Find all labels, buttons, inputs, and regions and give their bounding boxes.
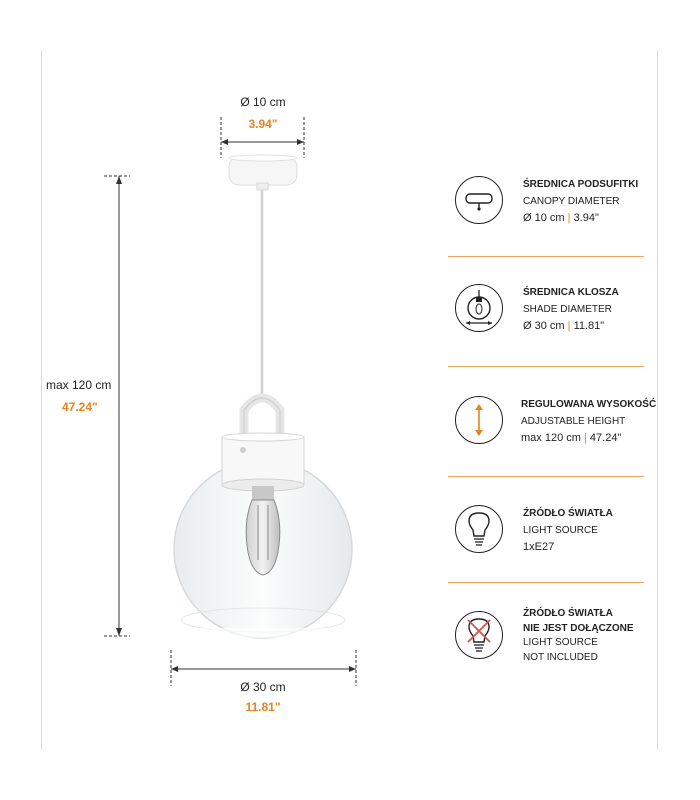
height-in: 47.24" <box>62 400 98 414</box>
spec-value-cm: Ø 30 cm <box>523 320 565 332</box>
shade-icon <box>455 284 503 332</box>
spec-subtitle-line2: NOT INCLUDED <box>523 651 598 663</box>
spec-light-source-not-included <box>455 607 655 661</box>
spec-subtitle: ADJUSTABLE HEIGHT <box>521 416 626 427</box>
spec-shade-diameter <box>455 284 655 334</box>
height-arrow-icon <box>455 396 503 444</box>
canopy <box>229 155 297 190</box>
spec-adjustable-height <box>455 396 655 446</box>
spec-title: REGULOWANA WYSOKOŚĆ <box>521 399 657 410</box>
spec-title-line2: NIE JEST DOŁĄCZONE <box>523 622 634 634</box>
socket-holder <box>222 433 304 491</box>
spec-separator: | <box>567 212 571 224</box>
spec-subtitle: LIGHT SOURCE <box>523 525 598 536</box>
shade-diameter-in: 11.81" <box>245 700 281 714</box>
spec-separator: | <box>567 320 571 332</box>
spec-subtitle: CANOPY DIAMETER <box>523 196 620 207</box>
bulb-icon <box>455 505 503 553</box>
canopy-icon <box>455 176 503 224</box>
spec-title: ŚREDNICA KLOSZA <box>523 287 619 298</box>
spec-subtitle: SHADE DIAMETER <box>523 304 612 315</box>
spec-separator: | <box>583 432 587 444</box>
separator <box>448 256 644 257</box>
shade-diameter-cm: Ø 30 cm <box>240 680 286 694</box>
height-cm: max 120 cm <box>46 378 112 392</box>
right-border <box>657 50 658 750</box>
spec-value-cm: max 120 cm <box>521 432 581 444</box>
canopy-diameter-cm: Ø 10 cm <box>240 95 286 109</box>
spec-canopy-diameter <box>455 176 655 226</box>
spec-value-in: 47.24" <box>589 432 622 444</box>
spec-value-cm: Ø 10 cm <box>523 212 565 224</box>
spec-title: ŹRÓDŁO ŚWIATŁA <box>523 508 613 519</box>
spec-title: ŹRÓDŁO ŚWIATŁA <box>523 608 613 619</box>
separator <box>448 582 644 583</box>
spec-value-in: 3.94" <box>573 212 599 224</box>
separator <box>448 476 644 477</box>
separator <box>448 366 644 367</box>
canopy-diameter-in: 3.94" <box>248 117 278 131</box>
spec-value: 1xE27 <box>523 541 555 553</box>
spec-light-source <box>455 505 655 555</box>
spec-subtitle: LIGHT SOURCE <box>523 637 598 648</box>
spec-value-in: 11.81" <box>573 320 605 332</box>
spec-title: ŚREDNICA PODSUFITKI <box>523 179 639 190</box>
no-bulb-icon <box>455 611 503 659</box>
